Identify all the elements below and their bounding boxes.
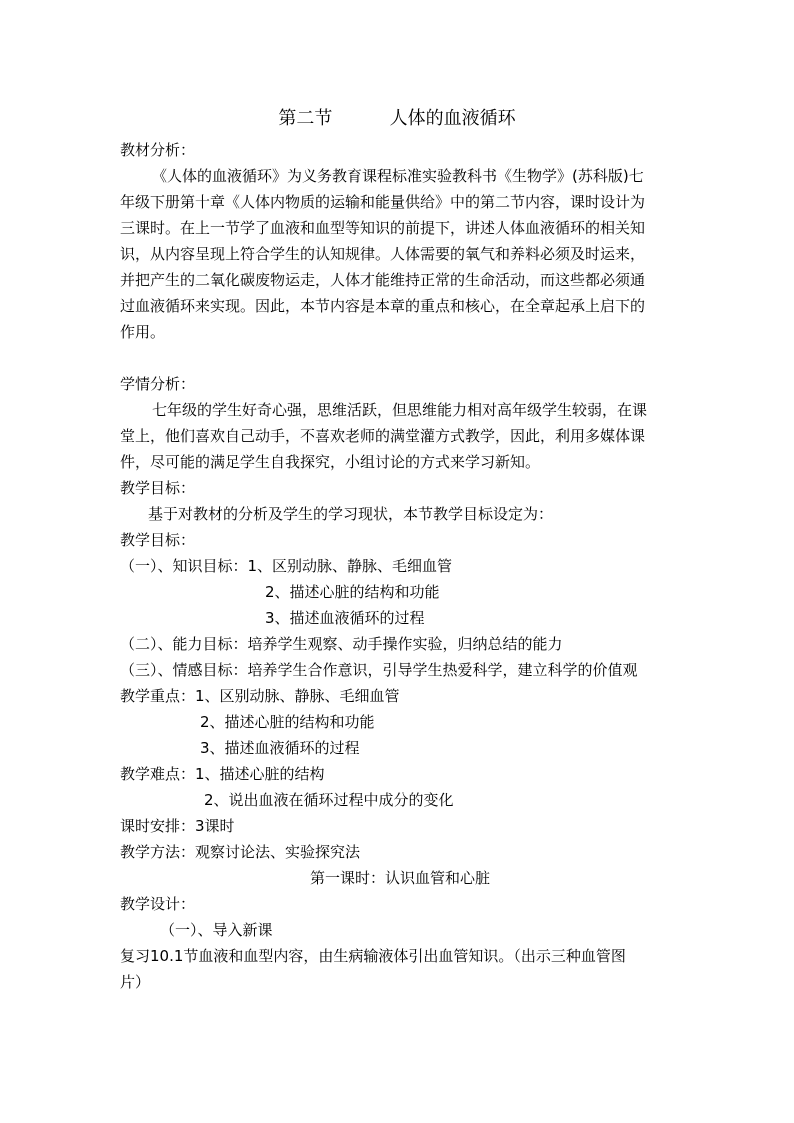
paragraph-line: 件，尽可能的满足学生自我探究，小组讨论的方式来学习新知。: [120, 453, 541, 471]
paragraph-line: 过血液循环来实现。因此，本节内容是本章的重点和核心，在全章起承上启下的: [120, 297, 646, 315]
lesson-arrangement: 课时安排：3课时: [120, 817, 235, 835]
first-lesson-title: 第一课时：认识血管和心脏: [309, 869, 490, 887]
teaching-methods: 教学方法：观察讨论法、实验探究法: [120, 843, 361, 861]
goal-emotion: （三）、情感目标：培养学生合作意识，引导学生热爱科学，建立科学的价值观: [120, 661, 638, 679]
paragraph-line: 《人体的血液循环》为义务教育课程标准实验教科书《生物学》(苏科版)七: [152, 167, 644, 185]
paragraph-line: 复习10.1节血液和血型内容，由生病输液体引出血管知识。（出示三种血管图: [120, 947, 626, 965]
document-title: 第二节 人体的血液循环: [278, 108, 516, 129]
heading-student-analysis: 学情分析：: [120, 375, 196, 393]
paragraph-line: 七年级的学生好奇心强，思维活跃，但思维能力相对高年级学生较弱，在课: [152, 401, 648, 419]
goal-knowledge-item: 2、描述心脏的结构和功能: [265, 583, 440, 601]
heading-material-analysis: 教材分析：: [120, 141, 196, 159]
paragraph-line: 并把产生的二氧化碳废物运走，人体才能维持正常的生命活动，而这些都必须通: [120, 271, 646, 289]
teaching-difficulties: 教学难点：1、描述心脏的结构: [120, 765, 325, 783]
section-introduction: （一）、导入新课: [160, 921, 273, 939]
paragraph-line: 基于对教材的分析及学生的学习现状，本节教学目标设定为：: [148, 505, 554, 523]
heading-teaching-goals: 教学目标：: [120, 531, 196, 549]
goal-ability: （二）、能力目标：培养学生观察、动手操作实验，归纳总结的能力: [120, 635, 563, 653]
paragraph-line: 片）: [120, 973, 151, 991]
key-point-item: 3、描述血液循环的过程: [200, 739, 360, 757]
document-body: [120, 137, 680, 995]
blank-line: [120, 345, 680, 371]
paragraph-line: 作用。: [120, 323, 166, 341]
goal-knowledge: （一）、知识目标：1、区别动脉、静脉、毛细血管: [120, 557, 453, 575]
key-point-item: 2、描述心脏的结构和功能: [200, 713, 375, 731]
paragraph-line: 堂上，他们喜欢自己动手，不喜欢老师的满堂灌方式教学，因此，利用多媒体课: [120, 427, 646, 445]
heading-teaching-design: 教学设计：: [120, 895, 196, 913]
teaching-key-points: 教学重点：1、区别动脉、静脉、毛细血管: [120, 687, 400, 705]
goal-knowledge-item: 3、描述血液循环的过程: [265, 609, 425, 627]
paragraph-line: 年级下册第十章《人体内物质的运输和能量供给》中的第二节内容，课时设计为: [120, 193, 646, 211]
difficulty-item: 2、说出血液在循环过程中成分的变化: [204, 791, 454, 809]
paragraph-line: 识，从内容呈现上符合学生的认知规律。人体需要的氧气和养料必须及时运来，: [120, 245, 646, 263]
paragraph-line: 三课时。在上一节学了血液和血型等知识的前提下，讲述人体血液循环的相关知: [120, 219, 646, 237]
heading-teaching-goals: 教学目标：: [120, 479, 196, 497]
